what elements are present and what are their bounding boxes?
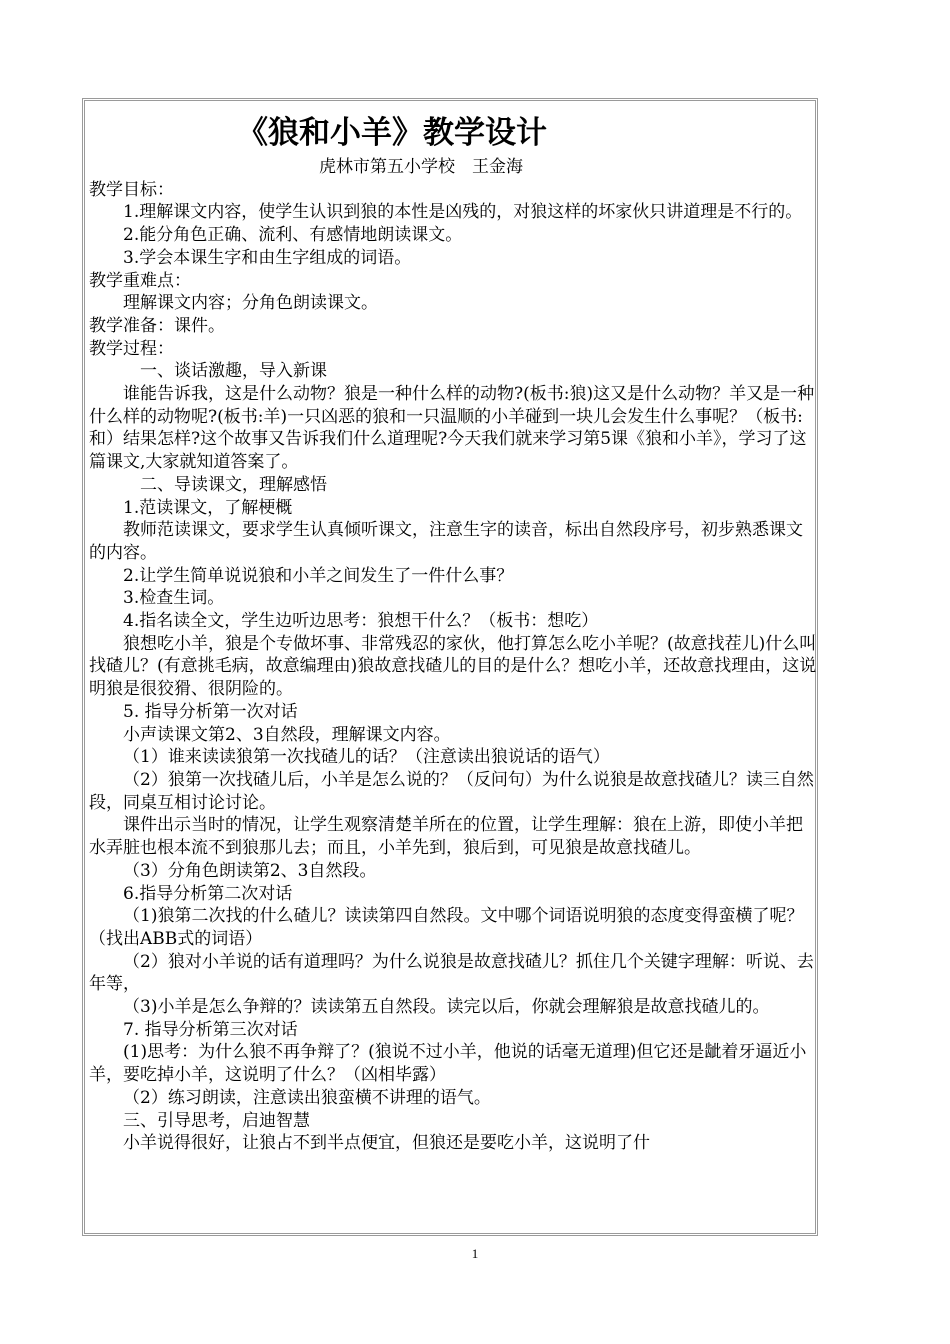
paragraph: 教学重难点：	[89, 270, 191, 291]
paragraph: 小羊说得很好，让狼占不到半点便宜，但狼还是要吃小羊，这说明了什	[123, 1133, 650, 1154]
paragraph: 4.指名读全文，学生边听边思考：狼想干什么？（板书：想吃）	[123, 611, 599, 632]
paragraph: （2）狼第一次找碴儿后，小羊是怎么说的？（反问句）为什么说狼是故意找碴儿？读三自然段，同桌互相讨论讨论。	[89, 769, 814, 813]
paragraph: 小声读课文第2、3自然段，理解课文内容。	[123, 724, 451, 745]
paragraph: (1)思考：为什么狼不再争辩了？(狼说不过小羊，他说的话毫无道理)但它还是龇着牙逼近小羊，要吃掉小羊，这说明了什么？（凶相毕露）	[89, 1042, 807, 1086]
paragraph: 理解课文内容；分角色朗读课文。	[123, 293, 378, 314]
paragraph: （1）谁来读读狼第一次找碴儿的话？（注意读出狼说话的语气）	[123, 747, 610, 768]
paragraph: 三、引导思考，启迪智慧	[123, 1110, 310, 1131]
paragraph: 2.能分角色正确、流利、有感情地朗读课文。	[123, 225, 463, 246]
paragraph: 7. 指导分析第三次对话	[123, 1019, 298, 1040]
document-body	[89, 110, 817, 1234]
paragraph: 教师范读课文，要求学生认真倾听课文，注意生字的读音，标出自然段序号，初步熟悉课文的内容。	[89, 520, 803, 563]
paragraph: 狼想吃小羊，狼是个专做坏事、非常残忍的家伙，他打算怎么吃小羊呢？(故意找茬儿)什么叫找碴儿？(有意挑毛病，故意编理由)狼故意找碴儿的目的是什么？想吃小羊，还故意找理由，这说明狼是很狡猾、很阴险的。	[89, 633, 817, 700]
paragraph: 3.检查生词。	[123, 588, 225, 609]
paragraph: 3.学会本课生字和由生字组成的词语。	[123, 247, 412, 268]
page-number: 1	[471, 1246, 479, 1261]
paragraph: 课件出示当时的情况，让学生观察清楚羊所在的位置，让学生理解：狼在上游，即使小羊把水弄脏也根本流不到狼那儿去；而且，小羊先到，狼后到，可见狼是故意找碴儿。	[89, 815, 803, 859]
paragraph: 一、谈话激趣，导入新课	[140, 361, 327, 382]
paragraph: （2）练习朗读，注意读出狼蛮横不讲理的语气。	[123, 1087, 491, 1108]
document-lines	[89, 179, 817, 1155]
paragraph: 二、导读课文，理解感悟	[140, 474, 327, 495]
paragraph: （2）狼对小羊说的话有道理吗？为什么说狼是故意找碴儿？抓住几个关键字理解：听说、去年等，	[89, 951, 814, 995]
paragraph: （3)小羊是怎么争辩的？读读第五自然段。读完以后，你就会理解狼是故意找碴儿的。	[123, 997, 770, 1018]
paragraph: 5. 指导分析第一次对话	[123, 701, 298, 722]
paragraph: 教学目标：	[89, 179, 174, 200]
paragraph: （3）分角色朗读第2、3自然段。	[123, 860, 377, 881]
paragraph: 6.指导分析第二次对话	[123, 883, 293, 904]
document-author: 虎林市第五小学校 王金海	[319, 157, 523, 177]
paragraph: （1)狼第二次找的什么碴儿？读读第四自然段。文中哪个词语说明狼的态度变得蛮横了呢？（找出ABB式的词语）	[89, 906, 804, 949]
paragraph: 谁能告诉我，这是什么动物？狼是一种什么样的动物?(板书:狼)这又是什么动物？羊又是一种什么样的动物呢?(板书:羊)一只凶恶的狼和一只温顺的小羊碰到一块儿会发生什么事呢？（板书:和）结果怎样?这个故事又告诉我们什么道理呢?今天我们就来学习第5课《狼和小羊》，学习了这篇课文,大家就知道答案了。	[89, 384, 815, 473]
paragraph: 教学过程：	[89, 338, 174, 359]
paragraph: 教学准备：课件。	[89, 315, 225, 336]
paragraph: 2.让学生简单说说狼和小羊之间发生了一件什么事？	[123, 565, 514, 586]
paragraph: 1.理解课文内容，使学生认识到狼的本性是凶残的，对狼这样的坏家伙只讲道理是不行的。	[123, 202, 803, 223]
document-title: 《狼和小羊》教学设计	[237, 115, 547, 151]
paragraph: 1.范读课文，了解梗概	[123, 497, 293, 518]
